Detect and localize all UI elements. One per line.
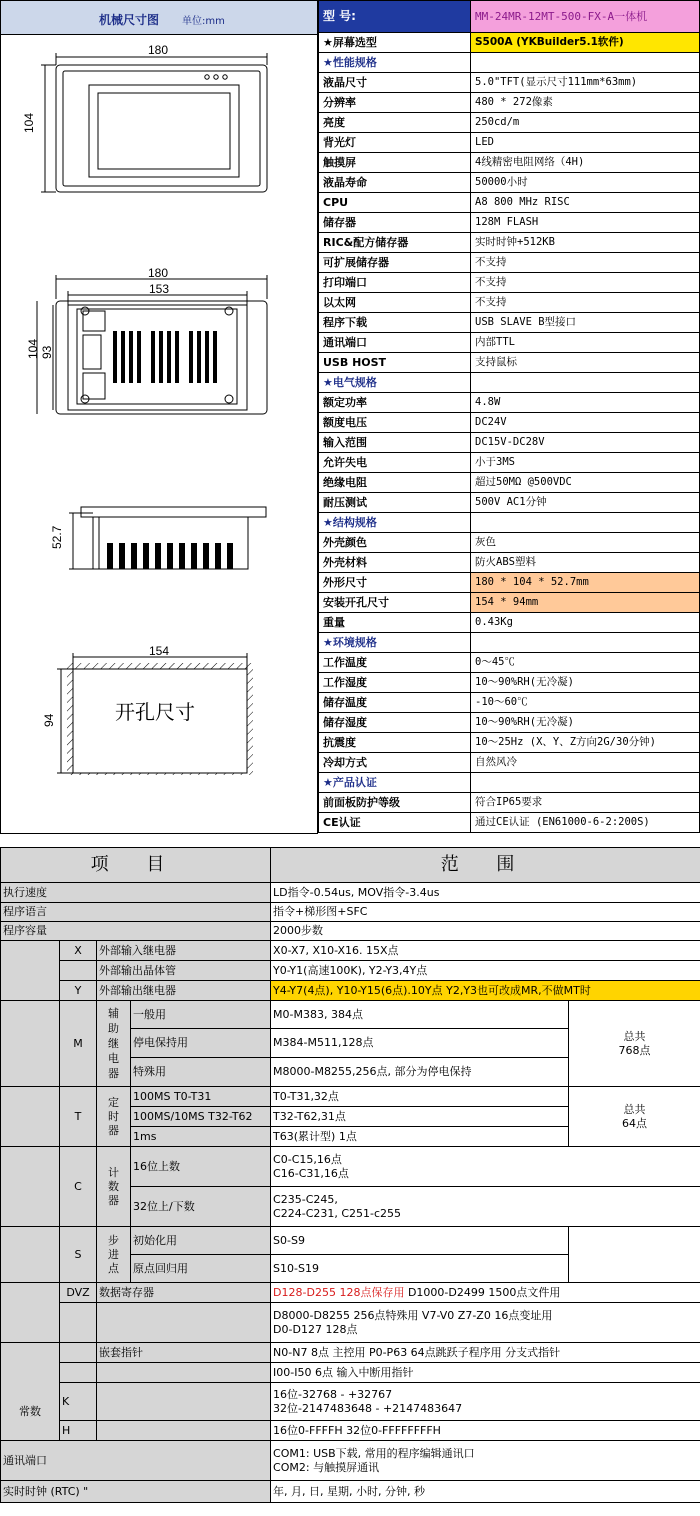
spec-key: 储存温度 [319,693,471,713]
spec-value: 180 * 104 * 52.7mm [471,573,700,593]
y-transistor-value: Y0-Y1(高速100K), Y2-Y3,4Y点 [271,961,700,981]
spec-key: ★性能规格 [319,53,471,73]
spec-value: 4.8W [471,393,700,413]
n-desc: 嵌套指针 [97,1343,271,1363]
c-label: C [60,1147,97,1227]
back-height-label: 104 [26,338,40,359]
m-sub [97,1001,131,1087]
dimension-header [1,1,317,35]
s2-value: S10-S19 [271,1255,569,1283]
spec-key: 安装开孔尺寸 [319,593,471,613]
spec-value: 0.43Kg [471,613,700,633]
com-value-2: COM2: 与触摸屏通讯 [273,1460,380,1474]
com-label: 通讯端口 [1,1441,271,1481]
table-row [1,981,700,1001]
t-total-1: 总共 [623,1102,646,1116]
table-row [1,1303,700,1343]
c2-value [271,1187,700,1227]
spec-table [318,0,700,833]
table-row [1,1283,700,1303]
spec-row [319,733,700,753]
spec-value: 符合IP65要求 [471,793,700,813]
rtc-label: 实时时钟 (RTC) " [1,1481,271,1503]
dvz-label: DVZ [60,1283,97,1303]
spec-key: 储存湿度 [319,713,471,733]
spec-row [319,553,700,573]
spec-row [319,753,700,773]
spec-row [319,813,700,833]
spec-row [319,93,700,113]
spec-value: 500V AC1分钟 [471,493,700,513]
table-row [1,1001,700,1029]
t1-desc: 100MS T0-T31 [131,1087,271,1107]
dimension-drawing-panel [0,0,318,834]
spec-key: USB HOST [319,353,471,373]
table-row [1,1343,700,1363]
t2-desc: 100MS/10MS T32-T62 [131,1107,271,1127]
capacity-value: 2000步数 [271,922,700,941]
spec-key: 输入范围 [319,433,471,453]
table-row [1,903,700,922]
range-header: 范 围 [271,848,700,883]
spec-value: 154 * 94mm [471,593,700,613]
speed-label: 执行速度 [1,883,271,903]
s1-value: S0-S9 [271,1227,569,1255]
spec-value: 通过CE认证 (EN61000-6-2:200S) [471,813,700,833]
spec-value: 实时时钟+512KB [471,233,700,253]
spec-row [319,773,700,793]
m3-value: M8000-M8255,256点, 部分为停电保持 [271,1058,569,1087]
spec-row [319,153,700,173]
spec-value [471,513,700,533]
table-row [1,1363,700,1383]
spec-row [319,493,700,513]
back-inner-width-label: 153 [149,282,170,296]
spec-key: 打印端口 [319,273,471,293]
c-sub [97,1147,131,1227]
spec-row [319,653,700,673]
spec-value: 10～25Hz (X、Y、Z方向2G/30分钟) [471,733,700,753]
section-gap [0,834,700,847]
spec-key: 以太网 [319,293,471,313]
spec-row [319,613,700,633]
spec-row [319,33,700,53]
c1-desc: 16位上数 [131,1147,271,1187]
cutout-label: 开孔尺寸 [115,702,195,724]
k-value-2: 32位-2147483648 - +2147483647 [273,1401,463,1415]
table-row [1,922,700,941]
spec-value: S500A (YKBuilder5.1软件) [471,33,700,53]
plc-header-row [1,848,700,883]
s-sub [97,1227,131,1283]
d-value-2a: D8000-D8255 256点特殊用 V7-V0 Z7-Z0 16点变址用 [273,1308,553,1322]
x-label: X [60,941,97,961]
spec-value: 支持鼠标 [471,353,700,373]
h-value: 16位0-FFFFH 32位0-FFFFFFFFH [271,1421,700,1441]
m-total [569,1001,700,1087]
spec-key: ★结构规格 [319,513,471,533]
table-row [1,1441,700,1481]
spec-row [319,73,700,93]
spec-row [319,313,700,333]
m2-value: M384-M511,128点 [271,1029,569,1058]
y-relay-value: Y4-Y7(4点), Y10-Y15(6点).10Y点 Y2,Y3也可改成MR,不做MT时 [271,981,700,1001]
spec-row [319,533,700,553]
spec-key: 重量 [319,613,471,633]
spec-key: 可扩展储存器 [319,253,471,273]
spec-value [471,53,700,73]
spec-key: ★屏幕选型 [319,33,471,53]
spec-value: 超过50MΩ @500VDC [471,473,700,493]
table-row [1,1481,700,1503]
back-view-drawing [1,267,317,417]
const-group-cell [1,1343,60,1441]
t-total-2: 64点 [622,1116,648,1130]
spec-row [319,433,700,453]
m-sub-text: 辅助继电器 [108,1007,119,1080]
d-value-2b: D0-D127 128点 [273,1322,358,1336]
t-group-cell [1,1087,60,1147]
language-label: 程序语言 [1,903,271,922]
spec-key: 背光灯 [319,133,471,153]
y-relay-desc: 外部输出继电器 [97,981,271,1001]
spec-value: 0～45℃ [471,653,700,673]
spec-value: USB SLAVE B型接口 [471,313,700,333]
spec-row [319,633,700,653]
c-group-cell [1,1147,60,1227]
spec-key: 绝缘电阻 [319,473,471,493]
n-blank [60,1343,97,1363]
spec-key: 液晶尺寸 [319,73,471,93]
spec-value: 不支持 [471,273,700,293]
spec-key: 外壳颜色 [319,533,471,553]
y-blank [60,961,97,981]
s-label: S [60,1227,97,1283]
table-row [1,1421,700,1441]
m2-desc: 停电保持用 [131,1029,271,1058]
spec-key: 外壳材料 [319,553,471,573]
spec-key: 额定功率 [319,393,471,413]
com-value-1: COM1: USB下载, 常用的程序编辑通讯口 [273,1446,475,1460]
dimension-unit: 单位:mm [182,16,225,27]
table-row [1,941,700,961]
spec-value: 128M FLASH [471,213,700,233]
spec-key: 冷却方式 [319,753,471,773]
spec-key: CPU [319,193,471,213]
spec-value: 防火ABS塑料 [471,553,700,573]
spec-value: A8 800 MHz RISC [471,193,700,213]
d-desc: 数据寄存器 [97,1283,271,1303]
spec-row [319,133,700,153]
back-width-label: 180 [148,267,169,280]
front-height-label: 104 [22,112,36,133]
spec-row [319,353,700,373]
item-header: 项 目 [1,848,271,883]
d-blank [60,1303,97,1343]
spec-value: 不支持 [471,293,700,313]
spec-value: 不支持 [471,253,700,273]
back-inner-height-label: 93 [40,345,54,359]
spec-value: 250cd/m [471,113,700,133]
spec-value [471,373,700,393]
c1-value [271,1147,700,1187]
m-label: M [60,1001,97,1087]
m-group-cell [1,1001,60,1087]
spec-key: 液晶寿命 [319,173,471,193]
spec-value [471,773,700,793]
spec-row [319,593,700,613]
spec-row [319,333,700,353]
spec-key: 通讯端口 [319,333,471,353]
spec-key: 抗震度 [319,733,471,753]
s-group-cell [1,1227,60,1283]
spec-key: 亮度 [319,113,471,133]
table-row [1,1147,700,1187]
spec-key: 外形尺寸 [319,573,471,593]
c-sub-text: 计数器 [108,1165,119,1207]
spec-row [319,233,700,253]
spec-header-row [319,1,700,33]
c2-value-2: C224-C231, C251-c255 [273,1206,402,1220]
spec-row [319,113,700,133]
capacity-label: 程序容量 [1,922,271,941]
spec-row [319,253,700,273]
plc-spec-section [0,847,700,1516]
s-total-blank [569,1227,700,1283]
spec-value: 自然风冷 [471,753,700,773]
t2-value: T32-T62,31点 [271,1107,569,1127]
spec-key: 储存器 [319,213,471,233]
spec-key: 耐压测试 [319,493,471,513]
t-label: T [60,1087,97,1147]
spec-key: 允许失电 [319,453,471,473]
spec-key: ★环境规格 [319,633,471,653]
spec-key: 工作湿度 [319,673,471,693]
spec-row [319,373,700,393]
spec-row [319,193,700,213]
d-group-cell [1,1283,60,1343]
front-width-label: 180 [148,43,169,57]
n-value-1: N0-N7 8点 主控用 P0-P63 64点跳跃子程序用 分支式指针 [271,1343,700,1363]
io-group-cell [1,941,60,1001]
table-row [1,1227,700,1255]
t-total [569,1087,700,1147]
spec-row [319,713,700,733]
t3-value: T63(累计型) 1点 [271,1127,569,1147]
d-blank-2 [97,1303,271,1343]
k-value-1: 16位-32768 - +32767 [273,1387,393,1401]
spec-row [319,473,700,493]
n-blank-3 [97,1363,271,1383]
m1-desc: 一般用 [131,1001,271,1029]
spec-value: 小于3MS [471,453,700,473]
spec-row [319,693,700,713]
spec-value: LED [471,133,700,153]
spec-value: 10～90%RH(无冷凝) [471,673,700,693]
d-value-2 [271,1303,700,1343]
plc-spec-table [0,847,700,1503]
model-label: 型 号: [319,1,471,33]
h-blank [97,1421,271,1441]
c2-value-1: C235-C245, [273,1192,338,1206]
spec-key: CE认证 [319,813,471,833]
spec-key: 分辨率 [319,93,471,113]
k-blank [97,1383,271,1421]
spec-row [319,393,700,413]
table-row [1,883,700,903]
spec-key: ★电气规格 [319,373,471,393]
d-value-1-red: D128-D255 128点保存用 [273,1285,405,1299]
spec-key: 触摸屏 [319,153,471,173]
com-value [271,1441,700,1481]
speed-value: LD指令-0.54us, MOV指令-3.4us [271,883,700,903]
table-row [1,961,700,981]
s-sub-text: 步进点 [108,1233,119,1275]
spec-row [319,173,700,193]
m-total-1: 总共 [623,1029,646,1043]
model-value: MM-24MR-12MT-500-FX-A一体机 [471,1,700,33]
spec-value: 50000小时 [471,173,700,193]
spec-table-container [318,0,700,833]
k-label: K [60,1383,97,1421]
cutout-height-label: 94 [42,713,56,727]
spec-value: -10～60℃ [471,693,700,713]
d-value-1-rest: D1000-D2499 1500点文件用 [404,1285,561,1299]
spec-row [319,273,700,293]
spec-key: 工作温度 [319,653,471,673]
cutout-width-label: 154 [149,644,170,658]
dimension-title: 机械尺寸图 [99,13,160,27]
t3-desc: 1ms [131,1127,271,1147]
n-value-2: I00-I50 6点 输入中断用指针 [271,1363,700,1383]
spec-row [319,673,700,693]
spec-row [319,293,700,313]
rtc-value: 年, 月, 日, 星期, 小时, 分钟, 秒 [271,1481,700,1503]
d-value-1 [271,1283,700,1303]
spec-key: 额度电压 [319,413,471,433]
spec-value: 4线精密电阻网络（4H) [471,153,700,173]
m3-desc: 特殊用 [131,1058,271,1087]
m-total-2: 768点 [618,1043,651,1057]
table-row [1,1087,700,1107]
m1-value: M0-M383, 384点 [271,1001,569,1029]
side-view-drawing [1,501,317,581]
x-value: X0-X7, X10-X16. 15X点 [271,941,700,961]
language-value: 指令+梯形图+SFC [271,903,700,922]
spec-value: 480 * 272像素 [471,93,700,113]
spec-value: 灰色 [471,533,700,553]
spec-value: 内部TTL [471,333,700,353]
spec-value: DC24V [471,413,700,433]
s2-desc: 原点回归用 [131,1255,271,1283]
side-depth-label: 52.7 [50,525,64,549]
c2-desc: 32位上/下数 [131,1187,271,1227]
spec-value: 5.0"TFT(显示尺寸111mm*63mm) [471,73,700,93]
spec-row [319,53,700,73]
table-row [1,1383,700,1421]
t-sub [97,1087,131,1147]
c1-value-1: C0-C15,16点 [273,1152,342,1166]
spec-row [319,413,700,433]
k-value [271,1383,700,1421]
spec-key: 程序下载 [319,313,471,333]
spec-row [319,793,700,813]
y-transistor-desc: 外部输出晶体管 [97,961,271,981]
n-blank-2 [60,1363,97,1383]
s1-desc: 初始化用 [131,1227,271,1255]
spec-row [319,573,700,593]
y-label: Y [60,981,97,1001]
h-label: H [60,1421,97,1441]
spec-row [319,513,700,533]
spec-row [319,453,700,473]
c1-value-2: C16-C31,16点 [273,1166,349,1180]
spec-key: 前面板防护等级 [319,793,471,813]
spec-value: DC15V-DC28V [471,433,700,453]
t1-value: T0-T31,32点 [271,1087,569,1107]
spec-value: 10～90%RH(无冷凝) [471,713,700,733]
t-sub-text: 定时器 [108,1095,119,1137]
spec-value [471,633,700,653]
spec-key: RIC&配方储存器 [319,233,471,253]
front-view-drawing [1,37,317,197]
cutout-drawing [1,641,317,781]
spec-key: ★产品认证 [319,773,471,793]
x-desc: 外部输入继电器 [97,941,271,961]
const-label: 常数 [19,1404,41,1418]
spec-row [319,213,700,233]
